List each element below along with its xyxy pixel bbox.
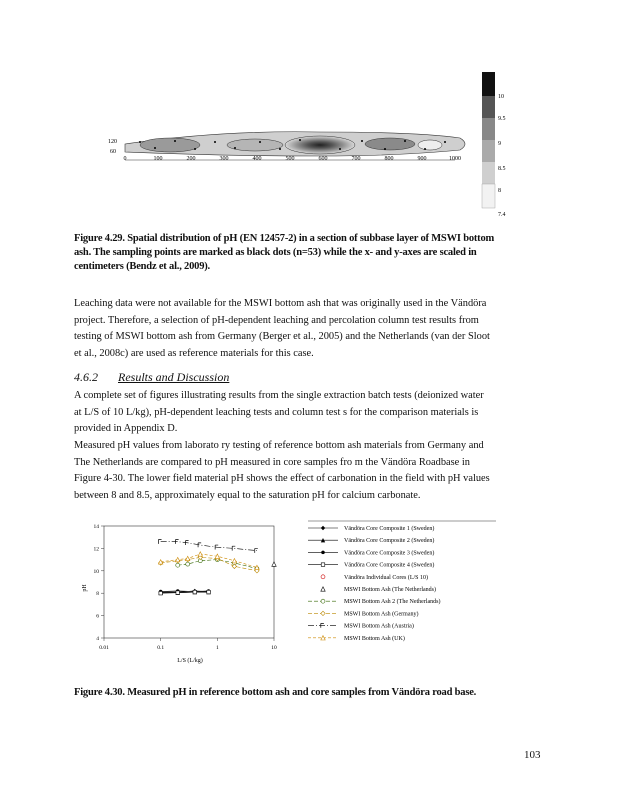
contour-x-tick: 800: [384, 156, 394, 162]
x-tick-label: 0.1: [157, 645, 165, 651]
legend-swatch-marker: [321, 575, 325, 579]
data-point: [159, 591, 163, 595]
legend-swatch-marker: [321, 587, 325, 591]
paragraph-leaching-data: [74, 296, 554, 362]
legend-entry: Vändöra Core Composite 4 (Sweden): [344, 562, 435, 569]
y-tick-label: 6: [96, 613, 99, 620]
plot-frame: [104, 526, 274, 638]
text-line: at L/S of 10 L/kg), pH-dependent leaching tests and column test s for the comparison materials is: [74, 406, 479, 418]
caption-line: Figure 4.29. Spatial distribution of pH (EN 12457-2) in a section of subbase layer of MSWI bottom: [74, 233, 495, 244]
legend-entry: Vändöra Individual Cores (L/S 10): [344, 574, 428, 581]
contour-x-tick: 1000: [449, 156, 461, 162]
ph-color-legend: [482, 72, 506, 218]
paragraph-measured-ph: [74, 438, 564, 504]
data-point: [207, 590, 211, 594]
data-point: [232, 559, 236, 563]
x-tick-label: 10: [271, 645, 277, 651]
contour-band: [125, 132, 465, 156]
legend-level: 10: [498, 94, 504, 100]
section-heading: [74, 370, 229, 385]
y-tick-label: 10: [93, 568, 99, 575]
legend-swatch-marker: [321, 551, 325, 555]
legend-level: 9: [498, 141, 501, 147]
data-point: [198, 543, 201, 547]
series-line: [161, 557, 257, 570]
contour-x-tick: 900: [417, 156, 427, 162]
text-line: Leaching data were not available for the MSWI bottom ash that was originally used in the Vändöra: [74, 298, 487, 309]
legend-entry: MSWI Bottom Ash (UK): [344, 635, 405, 642]
legend-entry: Vändöra Core Composite 2 (Sweden): [344, 538, 435, 545]
text-line: Figure 4-30. The lower field material pH shows the effect of carbonation in the field with pH values: [74, 473, 490, 484]
legend-entry: MSWI Bottom Ash (Germany): [344, 611, 419, 618]
x-axis-label: L/S (L/kg): [177, 658, 203, 664]
text-line: A complete set of figures illustrating results from the single extraction batch tests (deionized water: [74, 390, 484, 401]
text-line: et al., 2008c) are used as reference materials for this case.: [74, 347, 314, 359]
figure-4-30-caption: [74, 686, 554, 700]
section-title: Results and Discussion: [118, 370, 230, 384]
legend-swatch-marker: [321, 563, 325, 567]
text-line: testing of MSWI bottom ash from Germany (Berger et al., 2005) and the Netherlands (van der Sloot: [74, 331, 490, 342]
data-point: [186, 562, 190, 566]
legend-entry: MSWI Bottom Ash 2 (The Netherlands): [344, 599, 441, 606]
contour-x-tick: 100: [153, 156, 163, 162]
legend-swatch-marker: [321, 599, 325, 603]
text-line: Measured pH values from laborato ry testing of reference bottom ash materials from Germany and: [74, 440, 484, 451]
legend-level: 8: [498, 188, 501, 194]
legend-entry: Vändöra Core Composite 3 (Sweden): [344, 550, 435, 557]
text-line: The Netherlands are compared to pH measured in core samples fro m the Vändöra Roadbase in: [74, 456, 470, 468]
ph-vs-ls-chart: [80, 518, 520, 668]
contour-x-tick: 500: [285, 156, 295, 162]
legend-entry: MSWI Bottom Ash (Austria): [344, 623, 414, 630]
y-tick-label: 14: [93, 524, 99, 530]
y-axis-label: pH: [82, 584, 88, 592]
y-tick-label: 8: [96, 591, 99, 598]
series-line: [161, 591, 209, 592]
paragraph-figures-appendix: [74, 388, 564, 438]
text-line: project. Therefore, a selection of pH-dependent leaching and percolation column test results from: [74, 314, 479, 326]
x-tick-label: 1: [215, 645, 219, 651]
text-line: provided in Appendix D.: [74, 423, 178, 434]
contour-y-tick: 60: [110, 149, 116, 155]
figure-4-29-caption: [74, 232, 554, 274]
legend-entry: Vändöra Core Composite 1 (Sweden): [344, 526, 435, 532]
contour-x-tick: 300: [219, 156, 229, 162]
spatial-ph-contour-figure: [100, 70, 520, 220]
contour-x-tick: 400: [252, 156, 262, 162]
x-tick-label: 0.01: [99, 645, 109, 651]
caption-line: Figure 4.30. Measured pH in reference bottom ash and core samples from Vändöra road base.: [74, 687, 477, 698]
caption-line: centimeters (Bendz et al., 2009).: [74, 261, 210, 272]
series-line: [161, 542, 257, 551]
section-number: 4.6.2: [74, 370, 98, 384]
contour-x-tick: 700: [351, 156, 361, 162]
data-point: [176, 591, 180, 595]
y-tick-label: 12: [93, 546, 99, 553]
caption-line: ash. The sampling points are marked as black dots (n=53) while the x- and y-axes are scaled in: [74, 247, 477, 258]
data-point: [176, 563, 180, 567]
legend-swatch-marker: [321, 526, 325, 530]
contour-x-tick: 200: [186, 156, 196, 162]
data-point: [232, 564, 236, 568]
y-tick-label: 4: [96, 636, 99, 642]
legend-level: 9.5: [498, 116, 506, 122]
legend-level: 8.5: [498, 166, 506, 172]
page-number: 103: [524, 749, 541, 761]
legend-swatch-marker: [321, 611, 325, 615]
legend-entry: MSWI Bottom Ash (The Netherlands): [344, 587, 436, 593]
contour-x-tick: 600: [318, 156, 328, 162]
data-point: [272, 562, 276, 566]
legend-level: 7.4: [498, 212, 506, 218]
text-line: between 8 and 8.5, approximately equal to the saturation pH for calcium carbonate.: [74, 489, 421, 501]
contour-y-tick: 120: [108, 139, 117, 145]
data-point: [193, 590, 197, 594]
contour-x-tick: 0: [123, 156, 127, 162]
